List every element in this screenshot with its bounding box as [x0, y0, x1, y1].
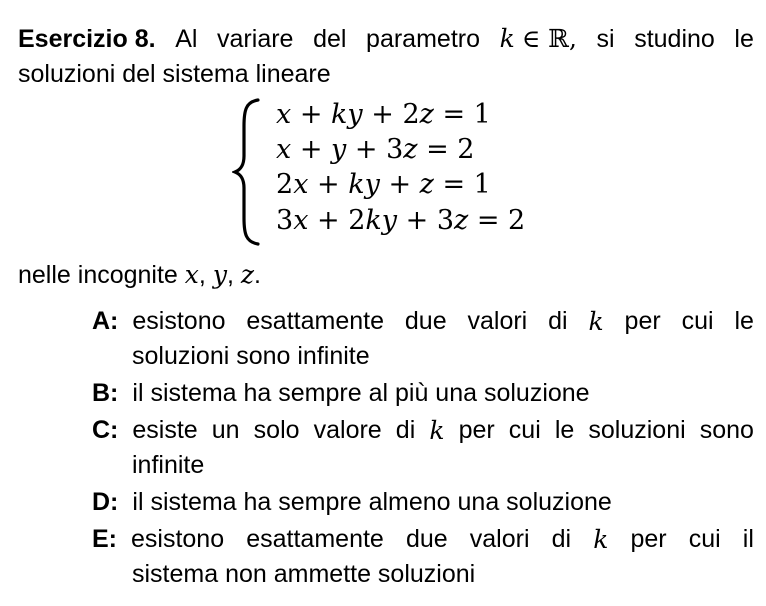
unknown-y: y [212, 260, 227, 289]
option-word: il [742, 525, 754, 553]
in-reals: ∈ ℝ, [521, 24, 577, 53]
option-label: C: [92, 416, 119, 444]
intro-word: Al [175, 25, 198, 53]
option-word: le [734, 307, 754, 335]
option-a[interactable] [92, 304, 754, 374]
unknown-x: x [184, 260, 199, 289]
option-word: esistono [131, 525, 225, 553]
intro-word: del [313, 25, 347, 53]
option-word: due [405, 525, 448, 553]
option-word: esistono [132, 307, 226, 335]
option-word: valori [467, 307, 528, 335]
option-word: le [554, 416, 575, 444]
tail-word: studino [634, 25, 715, 53]
unknowns-line: nelle incognite x, y, z. [18, 260, 261, 289]
option-a-continuation: soluzioni sono infinite [132, 342, 370, 370]
tail-word: le [734, 25, 754, 53]
option-word: di [551, 525, 572, 553]
option-b[interactable] [92, 376, 754, 411]
exercise-statement-line-1 [18, 22, 754, 56]
option-c-continuation: infinite [132, 451, 205, 479]
exercise-statement-line-2: soluzioni del sistema lineare [18, 60, 331, 88]
option-label: A: [92, 307, 119, 335]
option-word: cui [688, 525, 721, 553]
option-word: di [395, 416, 416, 444]
unknowns-suffix: . [254, 261, 261, 289]
equation-1: x + ky + 2z = 1 [276, 99, 491, 130]
unknowns-prefix: nelle incognite [18, 261, 178, 289]
option-word: valore [313, 416, 382, 444]
parameter-k: k [593, 525, 609, 554]
exercise-label: Esercizio 8. [18, 25, 156, 53]
option-word: esiste [132, 416, 198, 444]
option-d[interactable] [92, 485, 754, 520]
intro-word: variare [217, 25, 294, 53]
option-word: soluzioni [588, 416, 686, 444]
option-e[interactable] [92, 522, 754, 592]
tail-word: si [596, 25, 615, 53]
option-word: un [211, 416, 240, 444]
parameter-k: k [499, 24, 515, 53]
option-e-continuation: sistema non ammette soluzioni [132, 560, 476, 588]
option-word: per [630, 525, 667, 553]
option-b-text: il sistema ha sempre al più una soluzione [132, 379, 590, 407]
option-label: B: [92, 379, 119, 407]
equation-4: 3x + 2ky + 3z = 2 [276, 205, 526, 236]
linear-system [232, 96, 532, 246]
option-d-text: il sistema ha sempre almeno una soluzione [132, 488, 612, 516]
option-word: cui [508, 416, 541, 444]
option-word: sono [699, 416, 754, 444]
option-word: di [548, 307, 568, 335]
intro-word: parametro [366, 25, 480, 53]
option-c[interactable] [92, 413, 754, 483]
option-word: due [404, 307, 447, 335]
option-label: E: [92, 525, 117, 553]
option-word: valori [469, 525, 530, 553]
option-word: cui [681, 307, 714, 335]
option-word: per [458, 416, 495, 444]
option-label: D: [92, 488, 119, 516]
equation-2: x + y + 3z = 2 [276, 134, 475, 165]
parameter-k: k [429, 416, 445, 445]
parameter-k: k [588, 307, 604, 336]
left-brace-icon [232, 98, 262, 246]
option-word: per [624, 307, 661, 335]
unknown-z: z [240, 260, 255, 289]
equation-3: 2x + ky + z = 1 [276, 169, 491, 200]
option-word: esattamente [246, 525, 384, 553]
option-word: solo [253, 416, 300, 444]
option-word: esattamente [246, 307, 384, 335]
